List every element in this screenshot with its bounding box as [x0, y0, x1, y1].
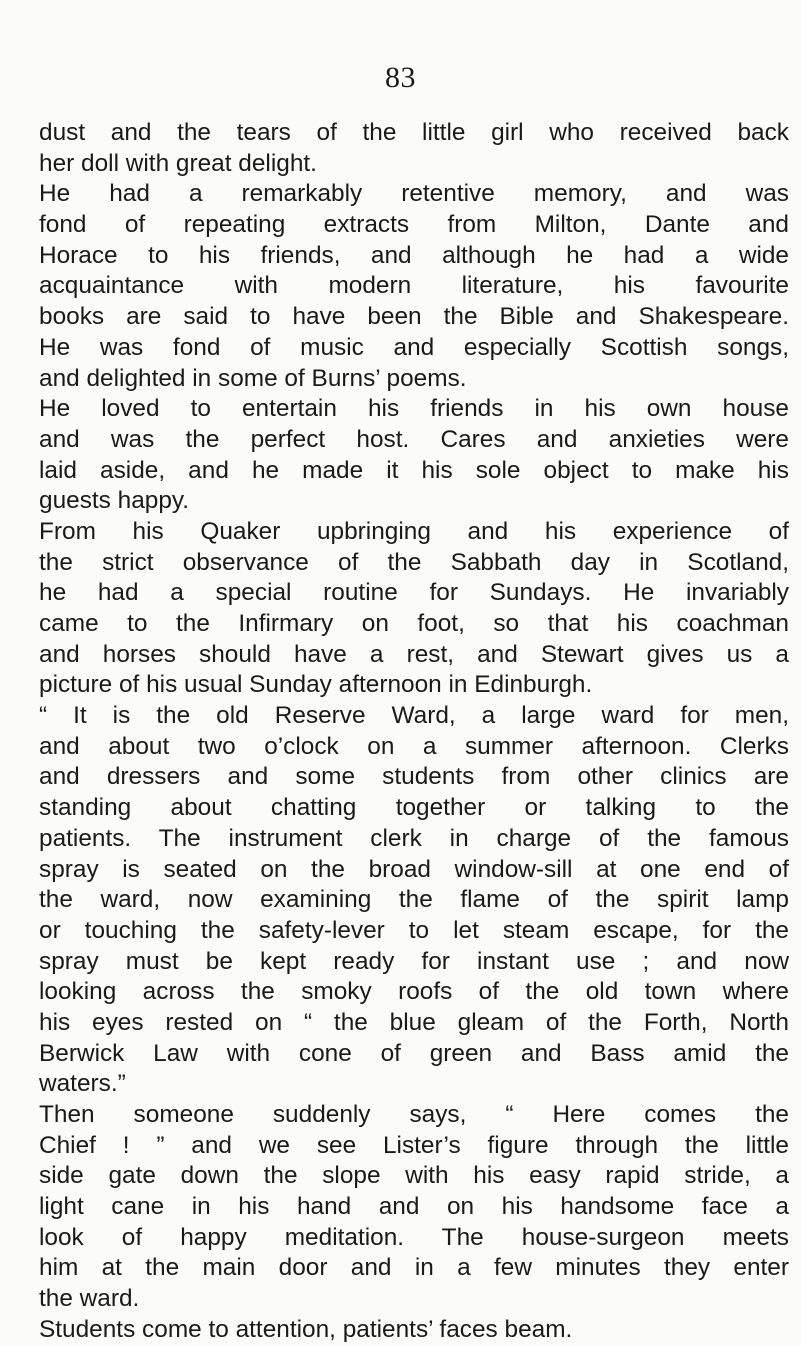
page-number: 83: [385, 61, 416, 94]
text-line: waters.”: [39, 1070, 126, 1098]
text-line: He was fond of music and especially Scottish songs,: [39, 333, 789, 361]
text-line: standing about chatting together or talking to the: [39, 794, 789, 822]
text-line: Horace to his friends, and although he had a wide: [39, 241, 789, 269]
text-line: he had a special routine for Sundays. He invariably: [39, 579, 789, 607]
text-line: came to the Infirmary on foot, so that his coachman: [39, 610, 789, 637]
text-line: him at the main door and in a few minutes they enter: [39, 1254, 789, 1282]
text-line: dust and the tears of the little girl who received back: [39, 119, 789, 146]
text-line: “ It is the old Reserve Ward, a large ward for men,: [39, 702, 789, 730]
text-line: Students come to attention, patients’ faces beam.: [39, 1315, 573, 1343]
text-line: looking across the smoky roofs of the old town where: [39, 978, 789, 1006]
text-line: laid aside, and he made it his sole object to make his: [39, 456, 789, 484]
text-line: guests happy.: [39, 487, 190, 515]
text-line: and was the perfect host. Cares and anxieties were: [39, 425, 789, 453]
text-line: the ward.: [39, 1285, 140, 1313]
text-line: and horses should have a rest, and Stewart gives us a: [39, 640, 789, 668]
text-line: From his Quaker upbringing and his experience of: [39, 517, 789, 545]
text-line: the strict observance of the Sabbath day in Scotland,: [39, 548, 789, 576]
text-line: her doll with great delight.: [39, 149, 317, 177]
text-line: picture of his usual Sunday afternoon in Edinburgh.: [39, 671, 593, 699]
text-line: acquaintance with modern literature, his favourite: [39, 272, 789, 300]
text-line: patients. The instrument clerk in charge of the famous: [39, 824, 789, 852]
text-line: Berwick Law with cone of green and Bass amid the: [39, 1039, 789, 1067]
text-line: He had a remarkably retentive memory, and was: [39, 180, 789, 208]
text-line: or touching the safety-lever to let steam escape, for the: [39, 916, 789, 944]
text-line: books are said to have been the Bible and Shakespeare.: [39, 303, 789, 331]
text-line: and dressers and some students from other clinics are: [39, 763, 789, 791]
text-line: Chief ! ” and we see Lister’s figure through the little: [39, 1131, 789, 1159]
text-line: and about two o’clock on a summer afternoon. Clerks: [39, 732, 789, 760]
body-text: [39, 118, 789, 1346]
text-line: light cane in his hand and on his handsome face a: [39, 1193, 789, 1221]
text-line: side gate down the slope with his easy rapid stride, a: [39, 1162, 789, 1190]
text-line: spray must be kept ready for instant use ; and now: [39, 947, 789, 975]
text-line: look of happy meditation. The house-surgeon meets: [39, 1223, 789, 1251]
text-line: his eyes rested on “ the blue gleam of the Forth, North: [39, 1008, 789, 1036]
text-line: Then someone suddenly says, “ Here comes the: [39, 1101, 789, 1128]
text-line: fond of repeating extracts from Milton, Dante and: [39, 211, 789, 239]
text-line: spray is seated on the broad window-sill at one end of: [39, 855, 789, 883]
text-line: He loved to entertain his friends in his own house: [39, 395, 789, 423]
text-line: and delighted in some of Burns’ poems.: [39, 364, 467, 392]
text-line: the ward, now examining the flame of the spirit lamp: [39, 886, 789, 914]
